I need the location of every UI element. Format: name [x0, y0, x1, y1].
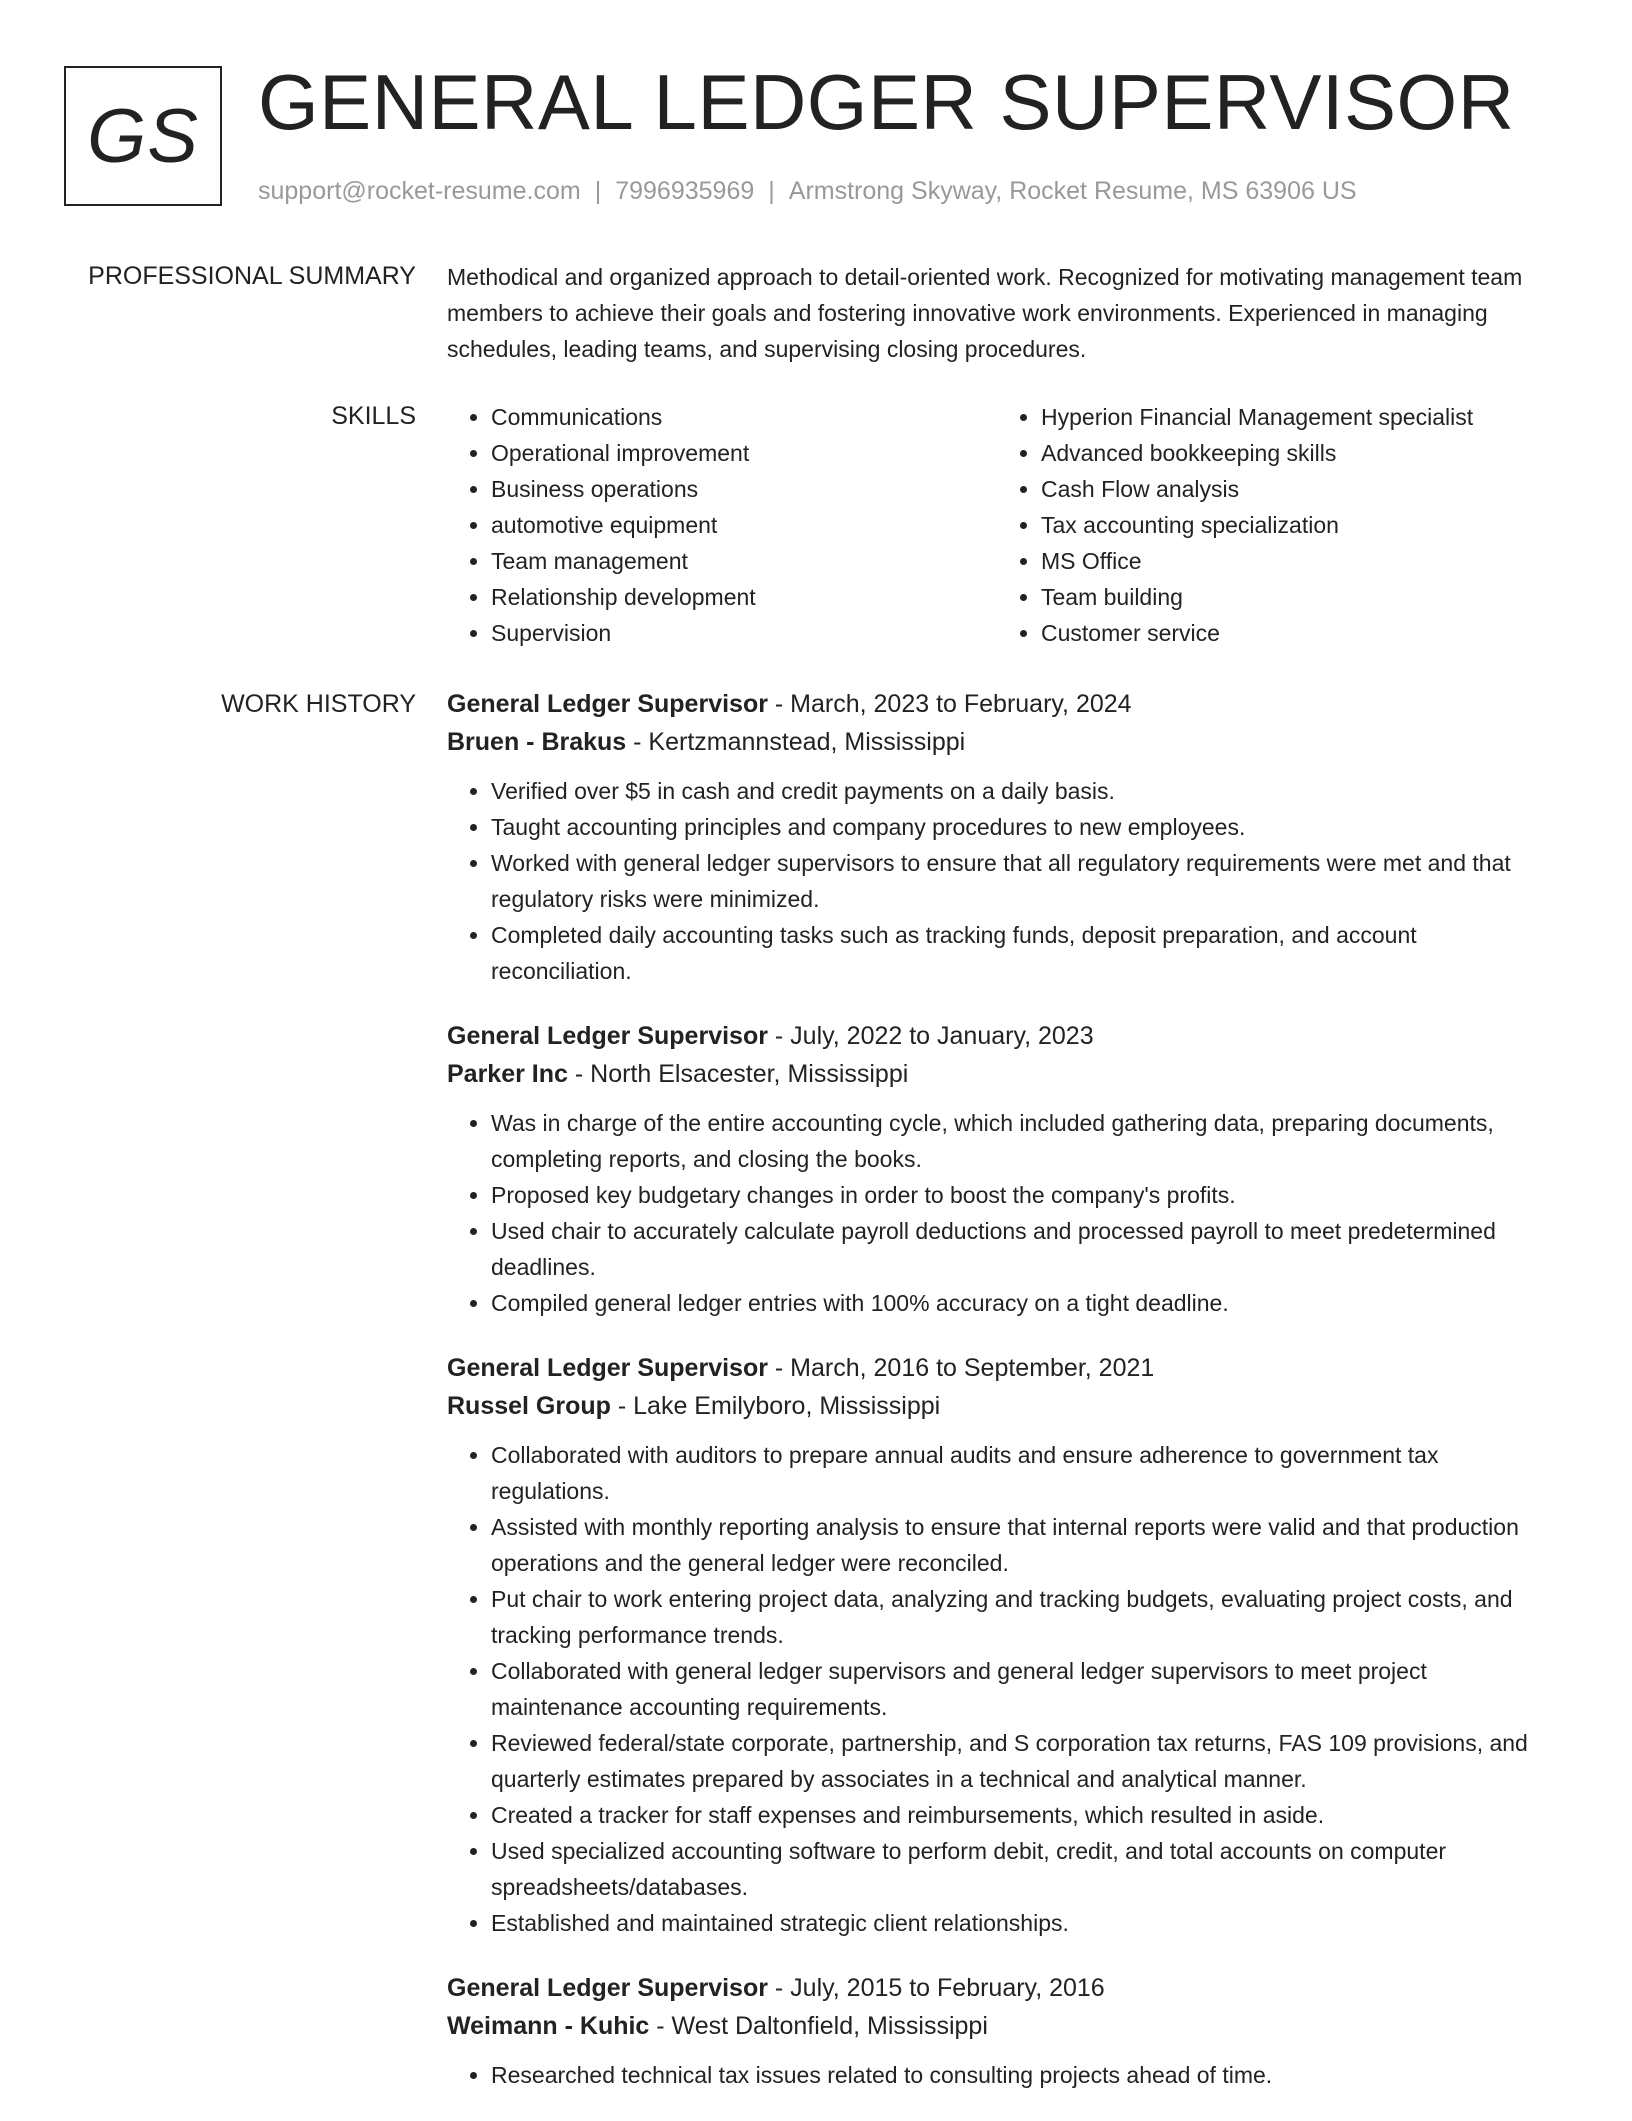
skill-item: • Hyperion Financial Management specialist [1041, 399, 1537, 435]
email-text: support@rocket-resume.com [258, 177, 581, 205]
skill-item: • Team management [491, 543, 987, 579]
job-location: - Kertzmannstead, Mississippi [626, 728, 966, 756]
company-name: Russel Group [447, 1392, 611, 1420]
job-location: - North Elsacester, Mississippi [567, 1060, 909, 1088]
job-bullet: • Collaborated with auditors to prepare annual audits and ensure adherence to government tax regulations. [491, 1437, 1557, 1509]
job-entry [447, 1969, 1557, 2093]
company-name: Parker Inc [447, 1060, 568, 1088]
company-name: Weimann - Kuhic [447, 2012, 650, 2040]
job-entry [447, 685, 1557, 989]
job-entry [447, 1349, 1557, 1941]
skills-column-right [997, 399, 1537, 651]
skill-item: • Business operations [491, 471, 987, 507]
job-dates: - March, 2016 to September, 2021 [767, 1354, 1155, 1382]
skill-item: • Supervision [491, 615, 987, 651]
job-title-line [447, 1017, 1557, 1055]
company-name: Bruen - Brakus [447, 728, 627, 756]
job-bullet: • Created a tracker for staff expenses and reimbursements, which resulted in aside. [491, 1797, 1557, 1833]
work-history-heading: WORK HISTORY [221, 690, 416, 718]
job-bullets [447, 2057, 1557, 2093]
job-title-line [447, 1349, 1557, 1387]
job-company-line [447, 723, 1557, 761]
job-bullets [447, 773, 1557, 989]
skill-item: • Advanced bookkeeping skills [1041, 435, 1537, 471]
skills-heading: SKILLS [331, 402, 416, 430]
contact-line [258, 174, 1357, 208]
job-location: - West Daltonfield, Mississippi [649, 2012, 988, 2040]
job-title: General Ledger Supervisor [447, 1354, 768, 1382]
separator: | [594, 177, 602, 205]
job-bullets [447, 1105, 1557, 1321]
page-title: GENERAL LEDGER SUPERVISOR [258, 58, 1515, 146]
skill-item: • Communications [491, 399, 987, 435]
initials-text: GS [87, 93, 199, 179]
address-text: Armstrong Skyway, Rocket Resume, MS 63906 US [788, 177, 1357, 205]
skill-item: • automotive equipment [491, 507, 987, 543]
job-title: General Ledger Supervisor [447, 1974, 768, 2002]
job-title-line [447, 1969, 1557, 2007]
job-bullet: • Researched technical tax issues related to consulting projects ahead of time. [491, 2057, 1557, 2093]
job-bullet: • Completed daily accounting tasks such as tracking funds, deposit preparation, and account reconciliation. [491, 917, 1557, 989]
job-bullet: • Used chair to accurately calculate payroll deductions and processed payroll to meet predetermined deadlines. [491, 1213, 1557, 1285]
job-bullets [447, 1437, 1557, 1941]
separator: | [768, 177, 775, 205]
job-title-line [447, 685, 1557, 723]
skill-item: • Customer service [1041, 615, 1537, 651]
skill-item: • Team building [1041, 579, 1537, 615]
job-entry [447, 1017, 1557, 1321]
skill-item: • Cash Flow analysis [1041, 471, 1537, 507]
summary-heading: PROFESSIONAL SUMMARY [88, 262, 416, 290]
job-bullet: • Compiled general ledger entries with 100% accuracy on a tight deadline. [491, 1285, 1557, 1321]
job-bullet: • Assisted with monthly reporting analysis to ensure that internal reports were valid and that production operations and the general ledger were reconciled. [491, 1509, 1557, 1581]
skills-list-left [447, 399, 987, 651]
summary-text: Methodical and organized approach to detail-oriented work. Recognized for motivating management team members to achieve their goals and fostering innovative work environments. Experienced in managing schedules, leading teams, and supervising closing procedures. [447, 264, 1523, 362]
job-bullet: • Taught accounting principles and company procedures to new employees. [491, 809, 1557, 845]
job-company-line [447, 1387, 1557, 1425]
job-dates: - March, 2023 to February, 2024 [767, 690, 1132, 718]
job-bullet: • Reviewed federal/state corporate, partnership, and S corporation tax returns, FAS 109 provisions, and quarterly estimates prepared by associates in a technical and analytical manner. [491, 1725, 1557, 1797]
skill-item: • Relationship development [491, 579, 987, 615]
job-title: General Ledger Supervisor [447, 690, 768, 718]
initials-monogram [64, 66, 222, 206]
skills-list-right [997, 399, 1537, 651]
job-company-line [447, 1055, 1557, 1093]
work-history-list [447, 685, 1557, 2121]
job-bullet: • Was in charge of the entire accounting cycle, which included gathering data, preparing documents, completing reports, and closing the books. [491, 1105, 1557, 1177]
job-location: - Lake Emilyboro, Mississippi [610, 1392, 941, 1420]
skill-item: • Operational improvement [491, 435, 987, 471]
job-bullet: • Verified over $5 in cash and credit payments on a daily basis. [491, 773, 1557, 809]
skill-item: • Tax accounting specialization [1041, 507, 1537, 543]
skills-column-left [447, 399, 987, 651]
job-bullet: • Used specialized accounting software to perform debit, credit, and total accounts on computer spreadsheets/databases. [491, 1833, 1557, 1905]
skills-section [447, 399, 1557, 659]
job-dates: - July, 2022 to January, 2023 [767, 1022, 1094, 1050]
job-bullet: • Proposed key budgetary changes in order to boost the company's profits. [491, 1177, 1557, 1213]
job-bullet: • Collaborated with general ledger supervisors and general ledger supervisors to meet project maintenance accounting requirements. [491, 1653, 1557, 1725]
job-bullet: • Established and maintained strategic client relationships. [491, 1905, 1557, 1941]
job-dates: - July, 2015 to February, 2016 [767, 1974, 1105, 2002]
phone-text: 7996935969 [615, 177, 755, 205]
job-bullet: • Worked with general ledger supervisors to ensure that all regulatory requirements were met and that regulatory risks were minimized. [491, 845, 1557, 917]
job-title: General Ledger Supervisor [447, 1022, 768, 1050]
job-bullet: • Put chair to work entering project data, analyzing and tracking budgets, evaluating project costs, and tracking performance trends. [491, 1581, 1557, 1653]
skill-item: • MS Office [1041, 543, 1537, 579]
job-company-line [447, 2007, 1557, 2045]
